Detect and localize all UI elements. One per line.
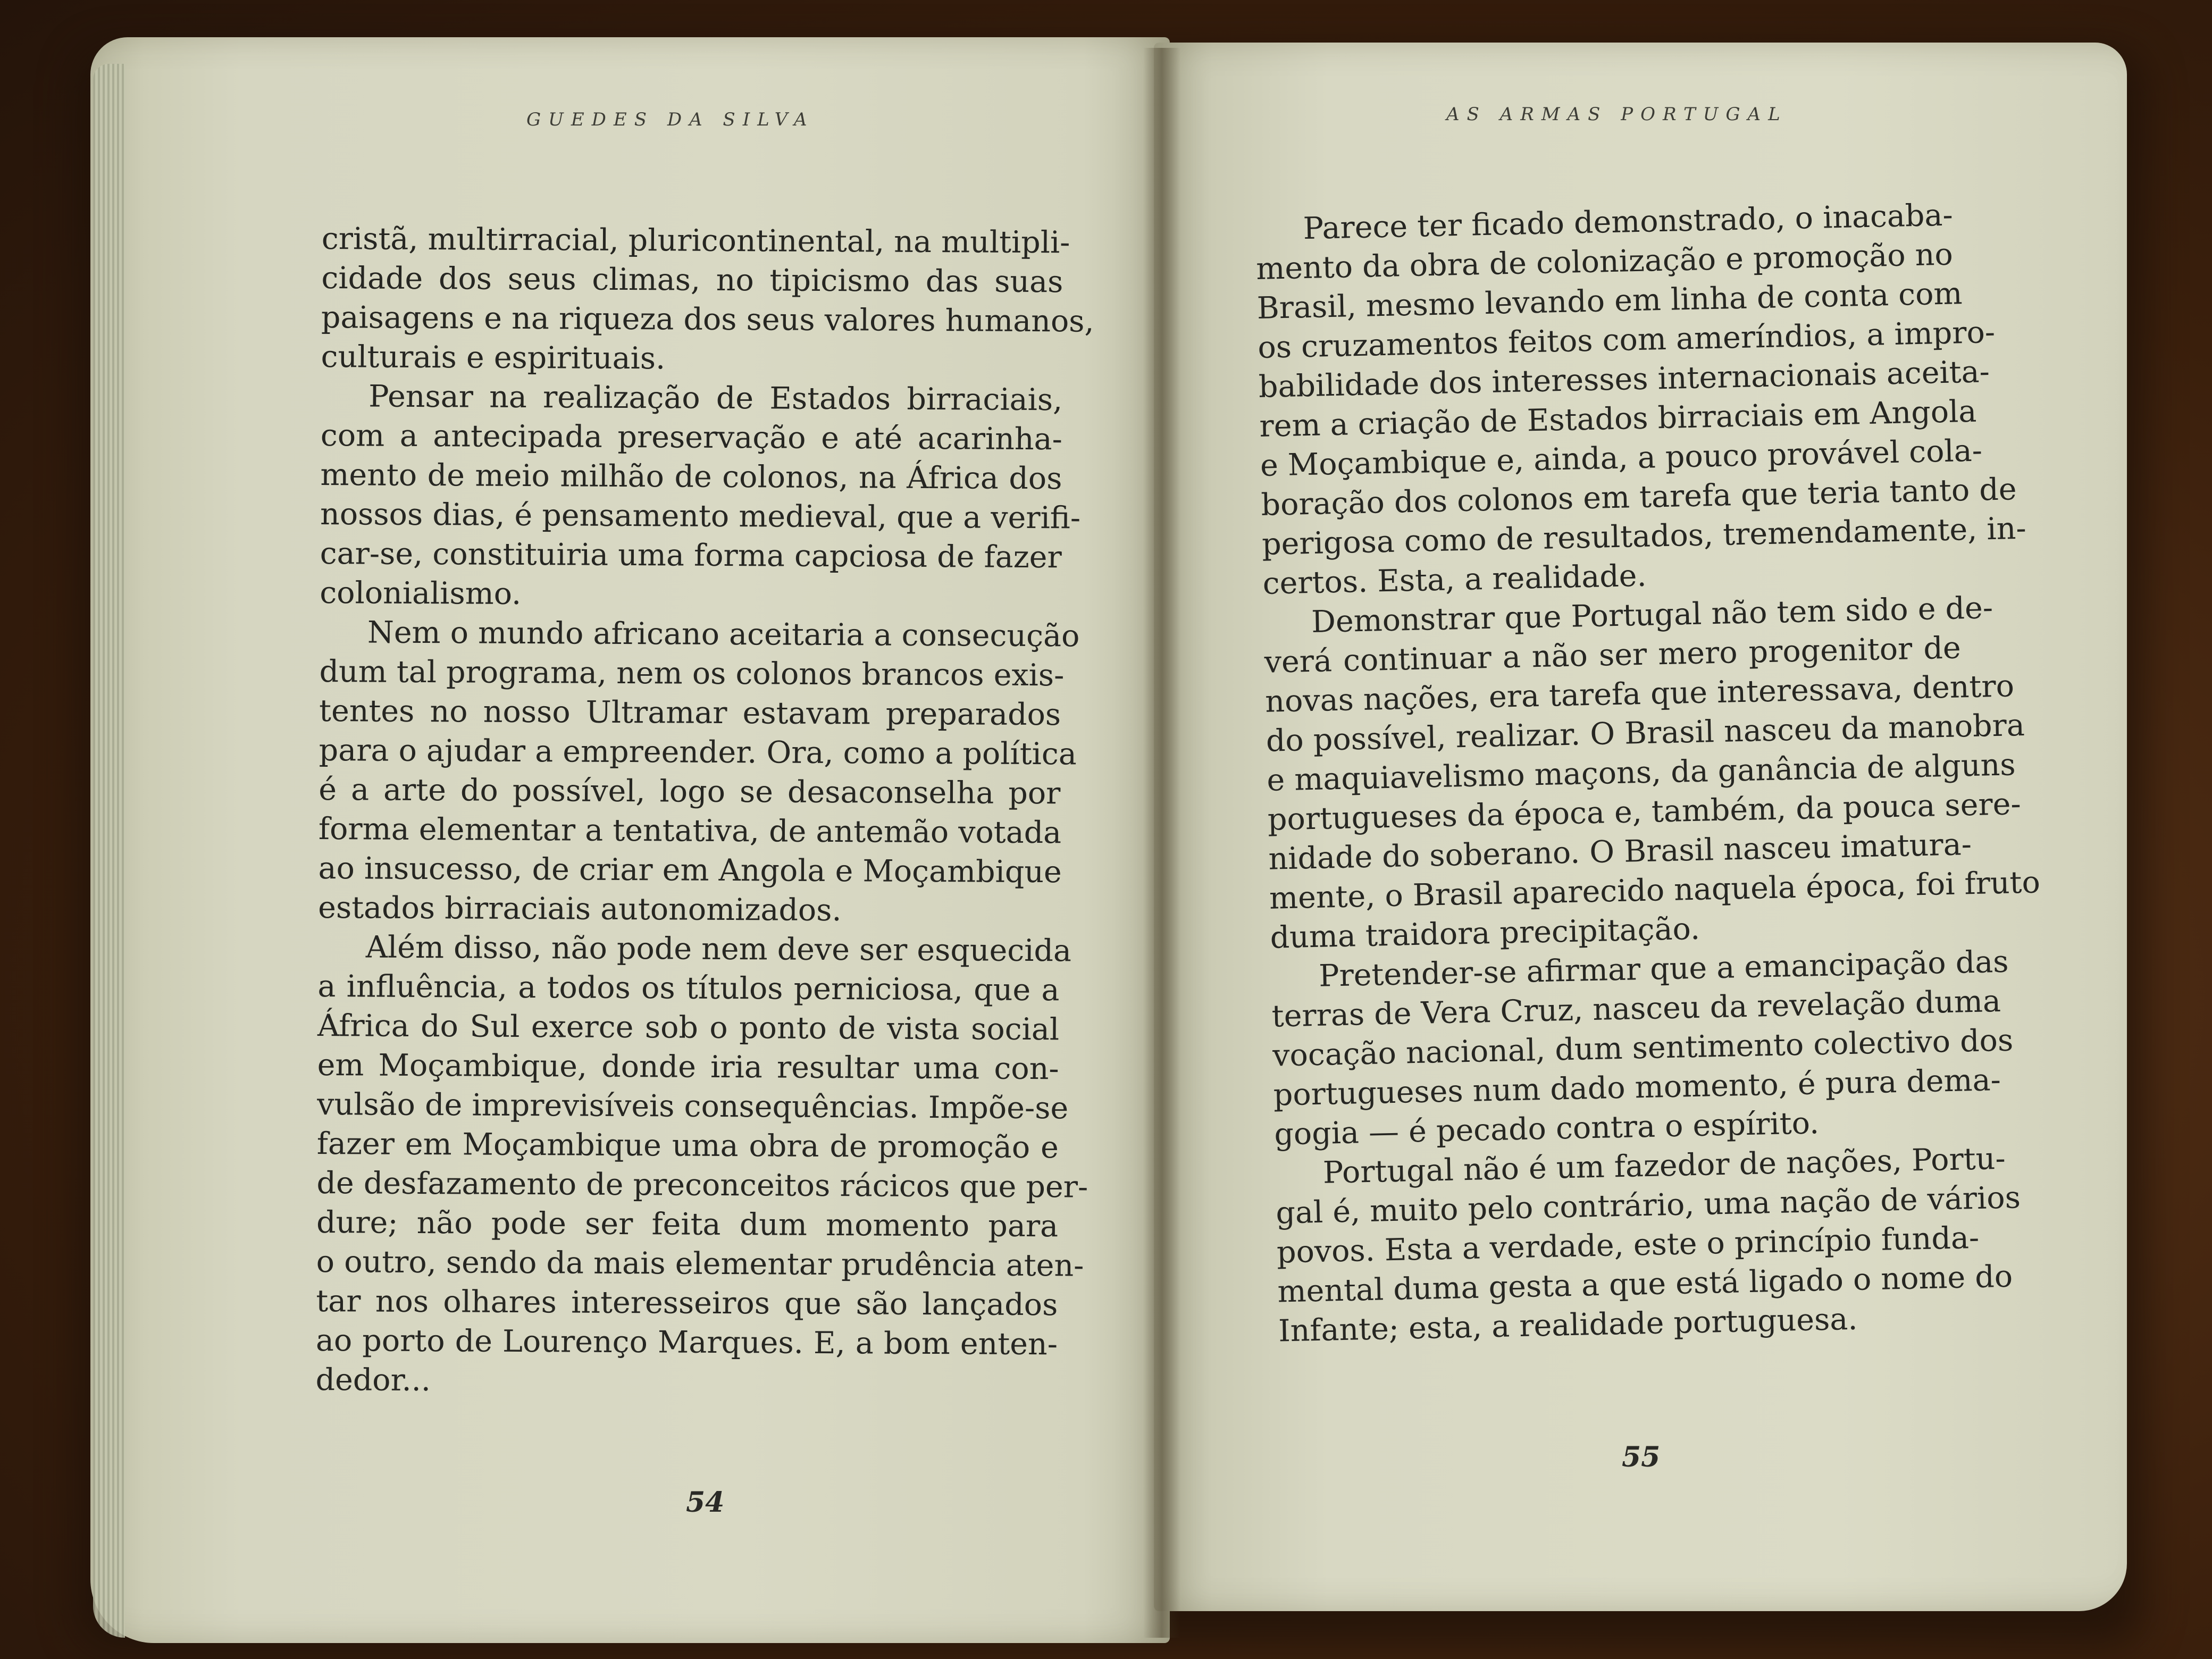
- text-line: babilidade dos interesses internacionais aceita-: [1258, 354, 1990, 405]
- text-line: duma traidora precipitação.: [1269, 911, 1700, 956]
- text-line: os cruzamentos feitos com ameríndios, a impro-: [1257, 314, 1996, 365]
- text-line: nidade do soberano. O Brasil nasceu imatura-: [1268, 827, 1972, 877]
- text-line: para o ajudar a empreender. Ora, como a política: [319, 732, 1077, 772]
- text-line: portugueses da época e, também, da pouca sere-: [1267, 786, 2022, 837]
- text-line: estados birraciais autonomizados.: [318, 890, 842, 928]
- text-line: certos. Esta, a realidade.: [1262, 558, 1647, 601]
- text-line: dure; não pode ser feita dum momento para: [316, 1204, 1059, 1244]
- text-line: forma elementar a tentativa, de antemão votada: [318, 811, 1062, 851]
- text-line: Brasil, mesmo levando em linha de conta com: [1256, 276, 1963, 326]
- text-line: em Moçambique, donde iria resultar uma con-: [317, 1047, 1059, 1087]
- text-line: boração dos colonos em tarefa que teria tanto de: [1260, 472, 2017, 523]
- text-line: mento de meio milhão de colonos, na África dos: [320, 457, 1062, 497]
- text-line: povos. Esta a verdade, este o princípio funda-: [1276, 1220, 1980, 1270]
- text-line: mente, o Brasil aparecido naquela época, foi fruto: [1269, 865, 2041, 916]
- text-line: vocação nacional, dum sentimento colectivo dos: [1272, 1023, 2014, 1074]
- text-line: mento da obra de colonização e promoção no: [1255, 237, 1954, 287]
- text-line: Pretender-se afirmar que a emancipação das: [1318, 944, 2009, 994]
- text-line: Nem o mundo africano aceitaria a consecução: [367, 615, 1080, 654]
- text-line: e Moçambique e, ainda, a pouco provável cola-: [1260, 433, 1983, 483]
- text-line: ao insucesso, de criar em Angola e Moçambique: [318, 850, 1062, 890]
- text-line: car-se, constituiria uma forma capciosa de fazer: [320, 535, 1062, 575]
- text-line: vulsão de imprevisíveis consequências. Impõe-se: [317, 1086, 1069, 1126]
- text-line: verá continuar a não ser mero progenitor de: [1264, 630, 1962, 680]
- text-line: Portugal não é um fazedor de nações, Portu-: [1322, 1141, 2006, 1191]
- text-line: portugueses num dado momento, é pura dema-: [1273, 1062, 2001, 1113]
- text-line: paisagens e na riqueza dos seus valores humanos,: [321, 299, 1094, 339]
- text-line: Parece ter ficado demonstrado, o inacaba-: [1303, 197, 1954, 247]
- text-line: gal é, muito pelo contrário, uma nação de vários: [1275, 1180, 2021, 1231]
- text-line: Além disso, não pode nem deve ser esquecida: [365, 929, 1072, 969]
- text-line: perigosa como de resultados, tremendamente, in-: [1261, 510, 2027, 562]
- text-line: tar nos olhares interesseiros que são lançados: [316, 1283, 1058, 1323]
- text-line: colonialismo.: [320, 575, 522, 611]
- text-line: e maquiavelismo maçons, da ganância de alguns: [1266, 747, 2016, 798]
- text-line: cidade dos seus climas, no tipicismo das suas: [321, 260, 1063, 300]
- text-line: do possível, realizar. O Brasil nasceu da manobra: [1266, 707, 2025, 759]
- text-line: cristã, multirracial, pluricontinental, na multipli-: [321, 221, 1070, 261]
- text-line: mental duma gesta a que está ligado o nome do: [1277, 1259, 2013, 1310]
- text-line: terras de Vera Cruz, nasceu da revelação duma: [1271, 983, 2001, 1034]
- right-page-text: [1255, 196, 2041, 1351]
- text-line: é a arte do possível, logo se desaconselha por: [319, 772, 1061, 811]
- left-page-number: 54: [686, 1486, 725, 1519]
- text-line: fazer em Moçambique uma obra de promoção e: [316, 1126, 1059, 1166]
- text-line: culturais e espirituais.: [321, 339, 666, 376]
- left-page-text: [315, 219, 1094, 1403]
- page-stack-edge: [93, 64, 125, 1638]
- text-line: Demonstrar que Portugal não tem sido e de-: [1311, 590, 1993, 640]
- text-line: África do Sul exerce sob o ponto de vista social: [317, 1008, 1060, 1048]
- text-line: a influência, a todos os títulos perniciosa, que a: [317, 968, 1060, 1008]
- text-line: dum tal programa, nem os colonos brancos exis-: [319, 653, 1065, 693]
- text-line: tentes no nosso Ultramar estavam preparados: [319, 693, 1061, 733]
- text-line: rem a criação de Estados birraciais em Angola: [1259, 393, 1977, 444]
- right-running-head: AS ARMAS PORTUGAL: [1446, 104, 1788, 125]
- left-running-head: GUEDES DA SILVA: [526, 109, 815, 130]
- text-line: o outro, sendo da mais elementar prudência aten-: [316, 1244, 1084, 1284]
- text-line: com a antecipada preservação e até acarinha-: [320, 417, 1063, 457]
- book-gutter: [1143, 48, 1180, 1638]
- text-line: de desfazamento de preconceitos rácicos que per-: [316, 1165, 1088, 1205]
- text-line: novas nações, era tarefa que interessava, dentro: [1264, 668, 2015, 719]
- text-line: nossos dias, é pensamento medieval, que a verifi-: [320, 496, 1081, 536]
- text-line: gogia — é pecado contra o espírito.: [1273, 1105, 1820, 1152]
- text-line: ao porto de Lourenço Marques. E, a bom enten-: [315, 1322, 1058, 1362]
- right-page-number: 55: [1622, 1441, 1661, 1473]
- text-line: Pensar na realização de Estados birraciais,: [368, 379, 1063, 418]
- text-line: Infante; esta, a realidade portuguesa.: [1278, 1301, 1858, 1349]
- text-line: dedor...: [315, 1362, 431, 1398]
